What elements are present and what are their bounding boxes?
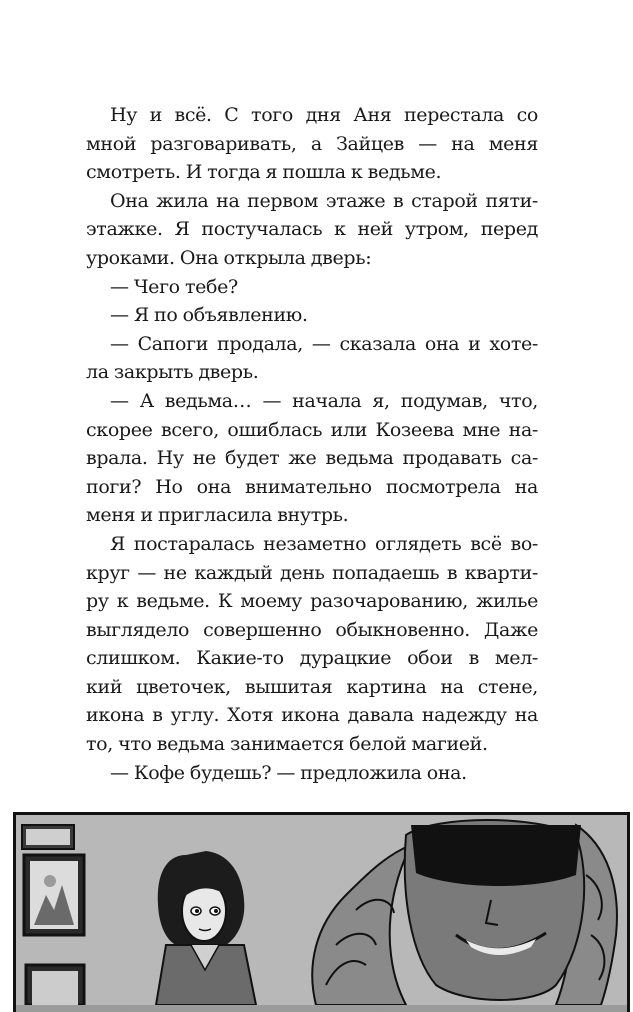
text-line: смотреть. И тогда я пошла к ведьме. xyxy=(86,161,442,184)
witch-face xyxy=(405,820,584,1000)
text-line: круг — не каждый день попадаешь в кварти- xyxy=(86,561,538,584)
text-line: ла закрыть дверь. xyxy=(86,361,259,384)
text-line: уроками. Она открыла дверь: xyxy=(86,246,372,269)
comic-panel xyxy=(13,812,630,1012)
text-line: Я постаралась незаметно оглядеть всё во- xyxy=(110,532,538,555)
text-line: поги? Но она внимательно посмотрела на xyxy=(86,475,538,498)
text-line: — Сапоги продала, — сказала она и хоте- xyxy=(110,332,538,355)
text-line: — Кофе будешь? — предложила она. xyxy=(110,761,467,784)
body-text xyxy=(86,101,538,787)
text-line: выглядело совершенно обыкновенно. Даже xyxy=(86,618,538,641)
wall-picture-frame xyxy=(22,825,74,849)
text-line: — А ведьма… — начала я, подумав, что, xyxy=(110,389,538,412)
text-line: Ну и всё. С того дня Аня перестала со xyxy=(110,104,538,126)
wall-picture-lower xyxy=(26,965,84,1005)
text-line: врала. Ну не будет же ведьма продавать са- xyxy=(86,447,538,470)
text-line: икона в углу. Хотя икона давала надежду на xyxy=(86,704,538,727)
text-line: то, что ведьма занимается белой магией. xyxy=(86,733,488,756)
text-line: Она жила на первом этаже в старой пяти- xyxy=(110,189,538,212)
text-line: ру к ведьме. К моему разочарованию, жилье xyxy=(86,590,538,613)
text-line: этажке. Я постучалась к ней утром, перед xyxy=(86,218,538,241)
text-line: кий цветочек, вышитая картина на стене, xyxy=(86,675,538,698)
text-line: меня и пригласила внутрь. xyxy=(86,504,349,527)
embroidered-picture xyxy=(24,855,84,935)
text-line: — Чего тебе? xyxy=(110,275,238,298)
text-line: мной разговаривать, а Зайцев — на меня xyxy=(86,132,538,155)
text-line: слишком. Какие-то дурацкие обои в мел- xyxy=(86,647,538,670)
text-line: скорее всего, ошиблась или Козеева мне на- xyxy=(86,418,538,441)
comic-panel-illustration xyxy=(16,815,627,1005)
text-line: — Я по объявлению. xyxy=(110,304,308,327)
